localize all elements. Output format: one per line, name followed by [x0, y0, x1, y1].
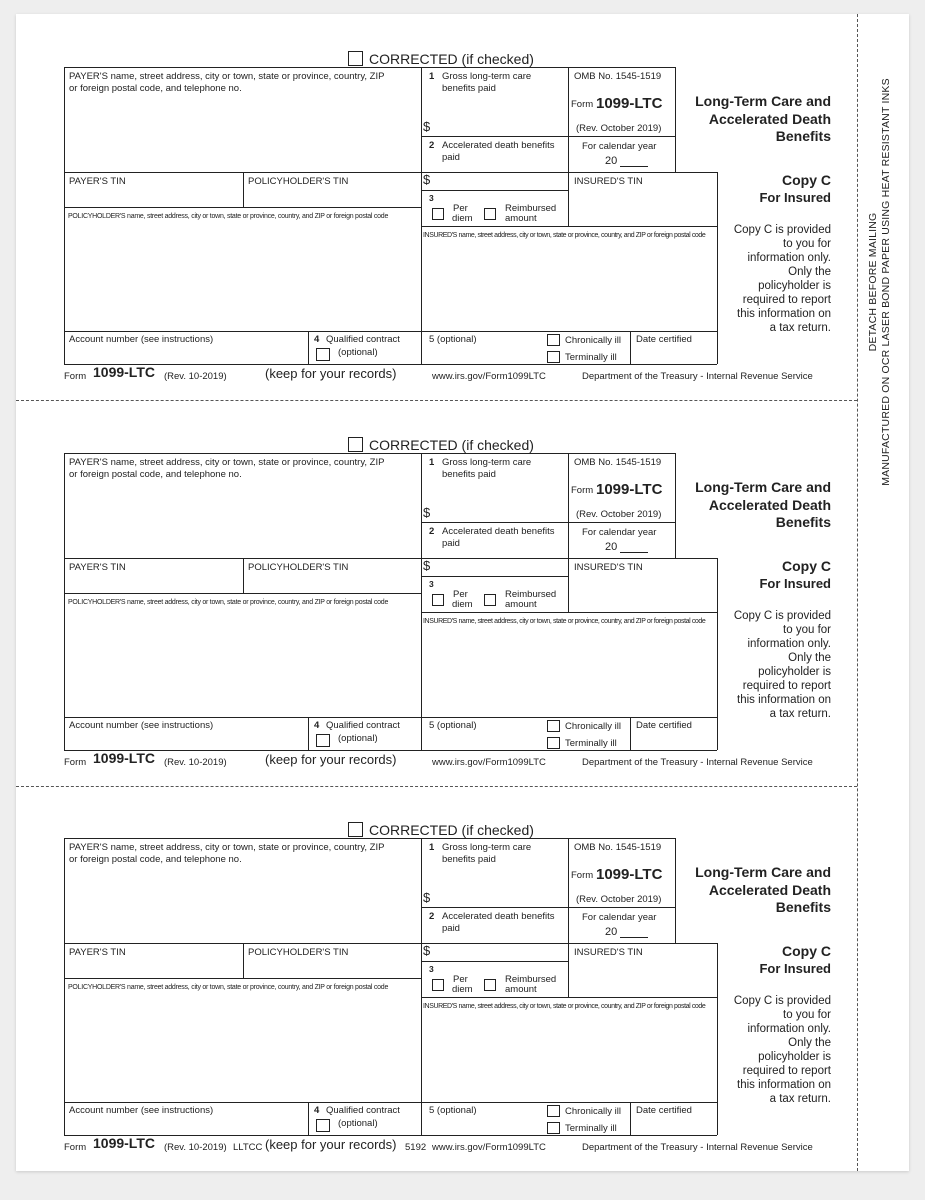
rule: [243, 558, 244, 593]
rule: [568, 136, 675, 137]
form-revision: (Rev. October 2019): [576, 509, 662, 520]
box5-field[interactable]: [426, 732, 544, 748]
rule: [64, 67, 65, 364]
box5-label: 5 (optional): [429, 334, 477, 345]
form-title-line: Benefits: [775, 514, 831, 530]
form-number: 1099-LTC: [596, 481, 663, 498]
per-diem-label: Per: [453, 974, 468, 985]
box2-label-cont: paid: [442, 152, 460, 163]
account-number-label: Account number (see instructions): [69, 720, 214, 731]
box4-number: 4: [314, 720, 320, 731]
chronically-ill-checkbox[interactable]: [547, 334, 560, 346]
copy-label: Copy C: [782, 558, 831, 574]
form-prefix: Form: [571, 99, 594, 110]
rule: [421, 576, 568, 577]
date-certified-label: Date certified: [636, 334, 692, 345]
insured-name-label: INSURED'S name, street address, city or town, state or province, country, and ZIP or foreign postal code: [423, 618, 706, 625]
terminally-ill-label: Terminally ill: [565, 352, 617, 363]
rule: [64, 172, 717, 173]
rule: [421, 522, 568, 523]
rule: [421, 997, 717, 998]
footer-form-number: 1099-LTC: [93, 364, 155, 380]
rule: [64, 838, 675, 839]
box1-amount-field[interactable]: [435, 871, 565, 905]
policyholder-name-label: POLICYHOLDER'S name, street address, city or town, state or province, country, and ZIP or foreign postal code: [68, 599, 389, 606]
policyholder-tin-field[interactable]: [245, 188, 419, 205]
policyholder-tin-label: POLICYHOLDER'S TIN: [248, 562, 349, 573]
policyholder-name-field[interactable]: [66, 610, 419, 715]
box2-label-cont: paid: [442, 923, 460, 934]
box2-number: 2: [429, 911, 435, 922]
rule: [64, 943, 717, 944]
per-diem-checkbox[interactable]: [432, 594, 444, 606]
copy-info-text: Copy C is provided to you for information only. Only the policyholder is required to report this information on a tax return.: [733, 224, 831, 334]
box2-number: 2: [429, 140, 435, 151]
rule: [717, 558, 718, 750]
form-title-line: Long-Term Care and: [695, 479, 831, 495]
insured-name-label: INSURED'S name, street address, city or town, state or province, country, and ZIP or foreign postal code: [423, 1003, 706, 1010]
payer-name-field[interactable]: [66, 482, 419, 556]
chronically-ill-checkbox[interactable]: [547, 1105, 560, 1117]
form-revision: (Rev. October 2019): [576, 894, 662, 905]
terminally-ill-label: Terminally ill: [565, 1123, 617, 1134]
footer-revision: (Rev. 10-2019): [164, 371, 227, 382]
payer-name-label-cont: or foreign postal code, and telephone no.: [69, 83, 242, 94]
form-copy: [0, 0, 925, 386]
payer-name-field[interactable]: [66, 867, 419, 941]
footer-department: Department of the Treasury - Internal Revenue Service: [582, 1142, 813, 1153]
dollar-sign: $: [423, 943, 431, 958]
rule: [308, 1102, 309, 1135]
policyholder-name-label: POLICYHOLDER'S name, street address, city or town, state or province, country, and ZIP or foreign postal code: [68, 213, 389, 220]
rule: [421, 838, 422, 1135]
insured-tin-field[interactable]: [570, 961, 715, 995]
rule: [64, 453, 675, 454]
rule: [568, 838, 569, 997]
form-revision: (Rev. October 2019): [576, 123, 662, 134]
account-number-label: Account number (see instructions): [69, 334, 214, 345]
form-title-line: Accelerated Death: [708, 881, 831, 898]
corrected-label: CORRECTED (if checked): [369, 437, 534, 453]
rule: [308, 331, 309, 364]
footer-keep-records: (keep for your records): [265, 366, 397, 381]
chronically-ill-label: Chronically ill: [565, 721, 621, 732]
corrected-label: CORRECTED (if checked): [369, 822, 534, 838]
insured-tin-label: INSURED'S TIN: [574, 947, 643, 958]
box4-number: 4: [314, 1105, 320, 1116]
payer-name-field[interactable]: [66, 96, 419, 170]
policyholder-tin-label: POLICYHOLDER'S TIN: [248, 947, 349, 958]
rule: [421, 907, 568, 908]
rule: [568, 67, 569, 226]
payer-name-label-cont: or foreign postal code, and telephone no.: [69, 469, 242, 480]
footer-url: www.irs.gov/Form1099LTC: [432, 757, 546, 768]
rule: [64, 593, 421, 594]
per-diem-label-cont: diem: [452, 599, 473, 610]
date-certified-field[interactable]: [633, 1117, 715, 1133]
per-diem-checkbox[interactable]: [432, 208, 444, 220]
form-copy: [0, 771, 925, 1157]
rule: [421, 961, 568, 962]
for-insured-label: For Insured: [759, 961, 831, 976]
form-number: 1099-LTC: [596, 95, 663, 112]
per-diem-label: Per: [453, 203, 468, 214]
form-title-line: Long-Term Care and: [695, 93, 831, 109]
box3-number: 3: [429, 579, 434, 589]
box2-label: Accelerated death benefits: [442, 140, 555, 151]
box1-number: 1: [429, 842, 435, 853]
policyholder-tin-field[interactable]: [245, 574, 419, 591]
terminally-ill-checkbox[interactable]: [547, 1122, 560, 1134]
chronically-ill-label: Chronically ill: [565, 1106, 621, 1117]
dollar-sign: $: [423, 172, 431, 187]
footer-form-prefix: Form: [64, 371, 87, 382]
reimbursed-label-cont: amount: [505, 984, 537, 995]
box4-label: Qualified contract: [326, 720, 400, 731]
per-diem-label: Per: [453, 589, 468, 600]
reimbursed-label: Reimbursed: [505, 589, 557, 600]
form-title-line: Benefits: [775, 128, 831, 144]
payer-tin-field[interactable]: [66, 188, 241, 205]
footer-keep-records: (keep for your records): [265, 752, 397, 767]
corrected-checkbox[interactable]: [348, 51, 363, 66]
rule: [243, 943, 244, 978]
reimbursed-label: Reimbursed: [505, 974, 557, 985]
insured-tin-label: INSURED'S TIN: [574, 562, 643, 573]
rule: [64, 331, 717, 332]
rule: [717, 172, 718, 364]
box2-amount-field[interactable]: [435, 164, 565, 188]
box4-optional: (optional): [338, 1118, 378, 1129]
rule: [64, 1135, 717, 1136]
chronically-ill-checkbox[interactable]: [547, 720, 560, 732]
date-certified-field[interactable]: [633, 732, 715, 748]
footer-department: Department of the Treasury - Internal Revenue Service: [582, 371, 813, 382]
rule: [64, 1102, 717, 1103]
copy-info-text: Copy C is provided to you for information only. Only the policyholder is required to report this information on a tax return.: [733, 995, 831, 1105]
footer-lltcc: LLTCC: [233, 1142, 263, 1153]
calendar-year-prefix: 20: [605, 926, 618, 938]
reimbursed-label: Reimbursed: [505, 203, 557, 214]
corrected-checkbox[interactable]: [348, 822, 363, 837]
calendar-year-prefix: 20: [605, 155, 618, 167]
rule: [630, 1102, 631, 1135]
omb-number: OMB No. 1545-1519: [574, 71, 662, 82]
rule: [64, 364, 717, 365]
insured-name-field[interactable]: [423, 629, 715, 715]
form-title: [671, 93, 831, 146]
policyholder-name-field[interactable]: [66, 995, 419, 1100]
box2-amount-field[interactable]: [435, 935, 565, 959]
rule: [421, 612, 717, 613]
rule: [64, 838, 65, 1135]
box2-number: 2: [429, 526, 435, 537]
rule: [64, 207, 421, 208]
payer-name-label: PAYER'S name, street address, city or town, state or province, country, ZIP: [69, 457, 385, 468]
copy-label: Copy C: [782, 172, 831, 188]
footer-form-number: 1099-LTC: [93, 1135, 155, 1151]
footer-form-prefix: Form: [64, 1142, 87, 1153]
chronically-ill-label: Chronically ill: [565, 335, 621, 346]
box1-number: 1: [429, 71, 435, 82]
policyholder-name-label: POLICYHOLDER'S name, street address, city or town, state or province, country, and ZIP or foreign postal code: [68, 984, 389, 991]
rule: [64, 717, 717, 718]
box2-amount-field[interactable]: [435, 550, 565, 574]
payer-tin-field[interactable]: [66, 574, 241, 591]
reimbursed-label-cont: amount: [505, 213, 537, 224]
insured-tin-field[interactable]: [570, 576, 715, 610]
reimbursed-label-cont: amount: [505, 599, 537, 610]
rule: [568, 907, 675, 908]
rule: [421, 226, 717, 227]
payer-name-label: PAYER'S name, street address, city or town, state or province, country, ZIP: [69, 842, 385, 853]
reimbursed-amount-checkbox[interactable]: [484, 208, 496, 220]
box1-label-cont: benefits paid: [442, 854, 496, 865]
box1-amount-field[interactable]: [435, 486, 565, 520]
rule: [64, 750, 717, 751]
box2-label: Accelerated death benefits: [442, 911, 555, 922]
box2-label-cont: paid: [442, 538, 460, 549]
omb-number: OMB No. 1545-1519: [574, 457, 662, 468]
insured-name-field[interactable]: [423, 243, 715, 329]
per-diem-checkbox[interactable]: [432, 979, 444, 991]
box4-optional: (optional): [338, 347, 378, 358]
reimbursed-amount-checkbox[interactable]: [484, 979, 496, 991]
calendar-year-label: For calendar year: [582, 912, 657, 923]
rule: [64, 558, 717, 559]
box1-label: Gross long-term care: [442, 842, 532, 853]
terminally-ill-checkbox[interactable]: [547, 351, 560, 363]
payer-tin-label: PAYER'S TIN: [69, 947, 126, 958]
insured-name-label: INSURED'S name, street address, city or town, state or province, country, and ZIP or foreign postal code: [423, 232, 706, 239]
detach-note: DETACH BEFORE MAILING: [867, 212, 879, 352]
form-title-line: Long-Term Care and: [695, 864, 831, 880]
copy-info-text: Copy C is provided to you for information only. Only the policyholder is required to report this information on a tax return.: [733, 610, 831, 720]
footer-url: www.irs.gov/Form1099LTC: [432, 1142, 546, 1153]
calendar-year-label: For calendar year: [582, 141, 657, 152]
payer-name-label: PAYER'S name, street address, city or town, state or province, country, ZIP: [69, 71, 385, 82]
box1-label: Gross long-term care: [442, 457, 532, 468]
insured-tin-field[interactable]: [570, 190, 715, 224]
for-insured-label: For Insured: [759, 190, 831, 205]
form-title-line: Accelerated Death: [708, 110, 831, 127]
footer-code: 5192: [405, 1142, 427, 1153]
dollar-sign: $: [423, 505, 431, 520]
box4-number: 4: [314, 334, 320, 345]
calendar-year-prefix: 20: [605, 541, 618, 553]
footer-keep-records: (keep for your records): [265, 1137, 397, 1152]
terminally-ill-checkbox[interactable]: [547, 737, 560, 749]
copy-label: Copy C: [782, 943, 831, 959]
rule: [568, 453, 569, 612]
form-copy: [0, 386, 925, 772]
box3-number: 3: [429, 193, 434, 203]
rule: [308, 717, 309, 750]
insured-name-field[interactable]: [423, 1014, 715, 1100]
date-certified-field[interactable]: [633, 346, 715, 362]
rule: [64, 453, 65, 750]
for-insured-label: For Insured: [759, 576, 831, 591]
box4-optional: (optional): [338, 733, 378, 744]
box5-field[interactable]: [426, 1117, 544, 1133]
policyholder-tin-field[interactable]: [245, 959, 419, 976]
footer-url: www.irs.gov/Form1099LTC: [432, 371, 546, 382]
account-number-field[interactable]: [66, 732, 306, 748]
rule: [568, 522, 675, 523]
form-title-line: Benefits: [775, 899, 831, 915]
rule: [630, 331, 631, 364]
box2-label: Accelerated death benefits: [442, 526, 555, 537]
rule: [421, 67, 422, 364]
box4-label: Qualified contract: [326, 334, 400, 345]
payer-tin-label: PAYER'S TIN: [69, 176, 126, 187]
per-diem-label-cont: diem: [452, 213, 473, 224]
box1-label-cont: benefits paid: [442, 83, 496, 94]
qualified-contract-checkbox[interactable]: [316, 734, 330, 747]
box1-label: Gross long-term care: [442, 71, 532, 82]
box3-number: 3: [429, 964, 434, 974]
date-certified-label: Date certified: [636, 1105, 692, 1116]
form-prefix: Form: [571, 485, 594, 496]
per-diem-label-cont: diem: [452, 984, 473, 995]
qualified-contract-checkbox[interactable]: [316, 348, 330, 361]
rule: [421, 453, 422, 750]
rule: [421, 136, 568, 137]
footer-form-prefix: Form: [64, 757, 87, 768]
box4-label: Qualified contract: [326, 1105, 400, 1116]
account-number-label: Account number (see instructions): [69, 1105, 214, 1116]
form-title: [671, 479, 831, 532]
insured-tin-label: INSURED'S TIN: [574, 176, 643, 187]
box1-amount-field[interactable]: [435, 100, 565, 134]
dollar-sign: $: [423, 890, 431, 905]
payer-tin-field[interactable]: [66, 959, 241, 976]
rule: [421, 190, 568, 191]
account-number-field[interactable]: [66, 1117, 306, 1133]
footer-revision: (Rev. 10-2019): [164, 1142, 227, 1153]
form-prefix: Form: [571, 870, 594, 881]
calendar-year-input[interactable]: [620, 925, 648, 938]
policyholder-name-field[interactable]: [66, 224, 419, 329]
box5-field[interactable]: [426, 346, 544, 362]
box1-label-cont: benefits paid: [442, 469, 496, 480]
calendar-year-label: For calendar year: [582, 527, 657, 538]
footer-department: Department of the Treasury - Internal Revenue Service: [582, 757, 813, 768]
account-number-field[interactable]: [66, 346, 306, 362]
payer-name-label-cont: or foreign postal code, and telephone no.: [69, 854, 242, 865]
box1-number: 1: [429, 457, 435, 468]
corrected-checkbox[interactable]: [348, 437, 363, 452]
form-title: [671, 864, 831, 917]
corrected-label: CORRECTED (if checked): [369, 51, 534, 67]
calendar-year-input[interactable]: [620, 540, 648, 553]
calendar-year-input[interactable]: [620, 154, 648, 167]
form-title-line: Accelerated Death: [708, 496, 831, 513]
box5-label: 5 (optional): [429, 720, 477, 731]
terminally-ill-label: Terminally ill: [565, 738, 617, 749]
rule: [717, 943, 718, 1135]
reimbursed-amount-checkbox[interactable]: [484, 594, 496, 606]
rule: [64, 67, 675, 68]
qualified-contract-checkbox[interactable]: [316, 1119, 330, 1132]
rule: [630, 717, 631, 750]
dollar-sign: $: [423, 119, 431, 134]
dollar-sign: $: [423, 558, 431, 573]
footer-revision: (Rev. 10-2019): [164, 757, 227, 768]
omb-number: OMB No. 1545-1519: [574, 842, 662, 853]
policyholder-tin-label: POLICYHOLDER'S TIN: [248, 176, 349, 187]
footer-form-number: 1099-LTC: [93, 750, 155, 766]
date-certified-label: Date certified: [636, 720, 692, 731]
rule: [64, 978, 421, 979]
paper-note: MANUFACTURED ON OCR LASER BOND PAPER USING HEAT RESISTANT INKS: [880, 78, 892, 486]
payer-tin-label: PAYER'S TIN: [69, 562, 126, 573]
form-number: 1099-LTC: [596, 866, 663, 883]
box5-label: 5 (optional): [429, 1105, 477, 1116]
rule: [243, 172, 244, 207]
